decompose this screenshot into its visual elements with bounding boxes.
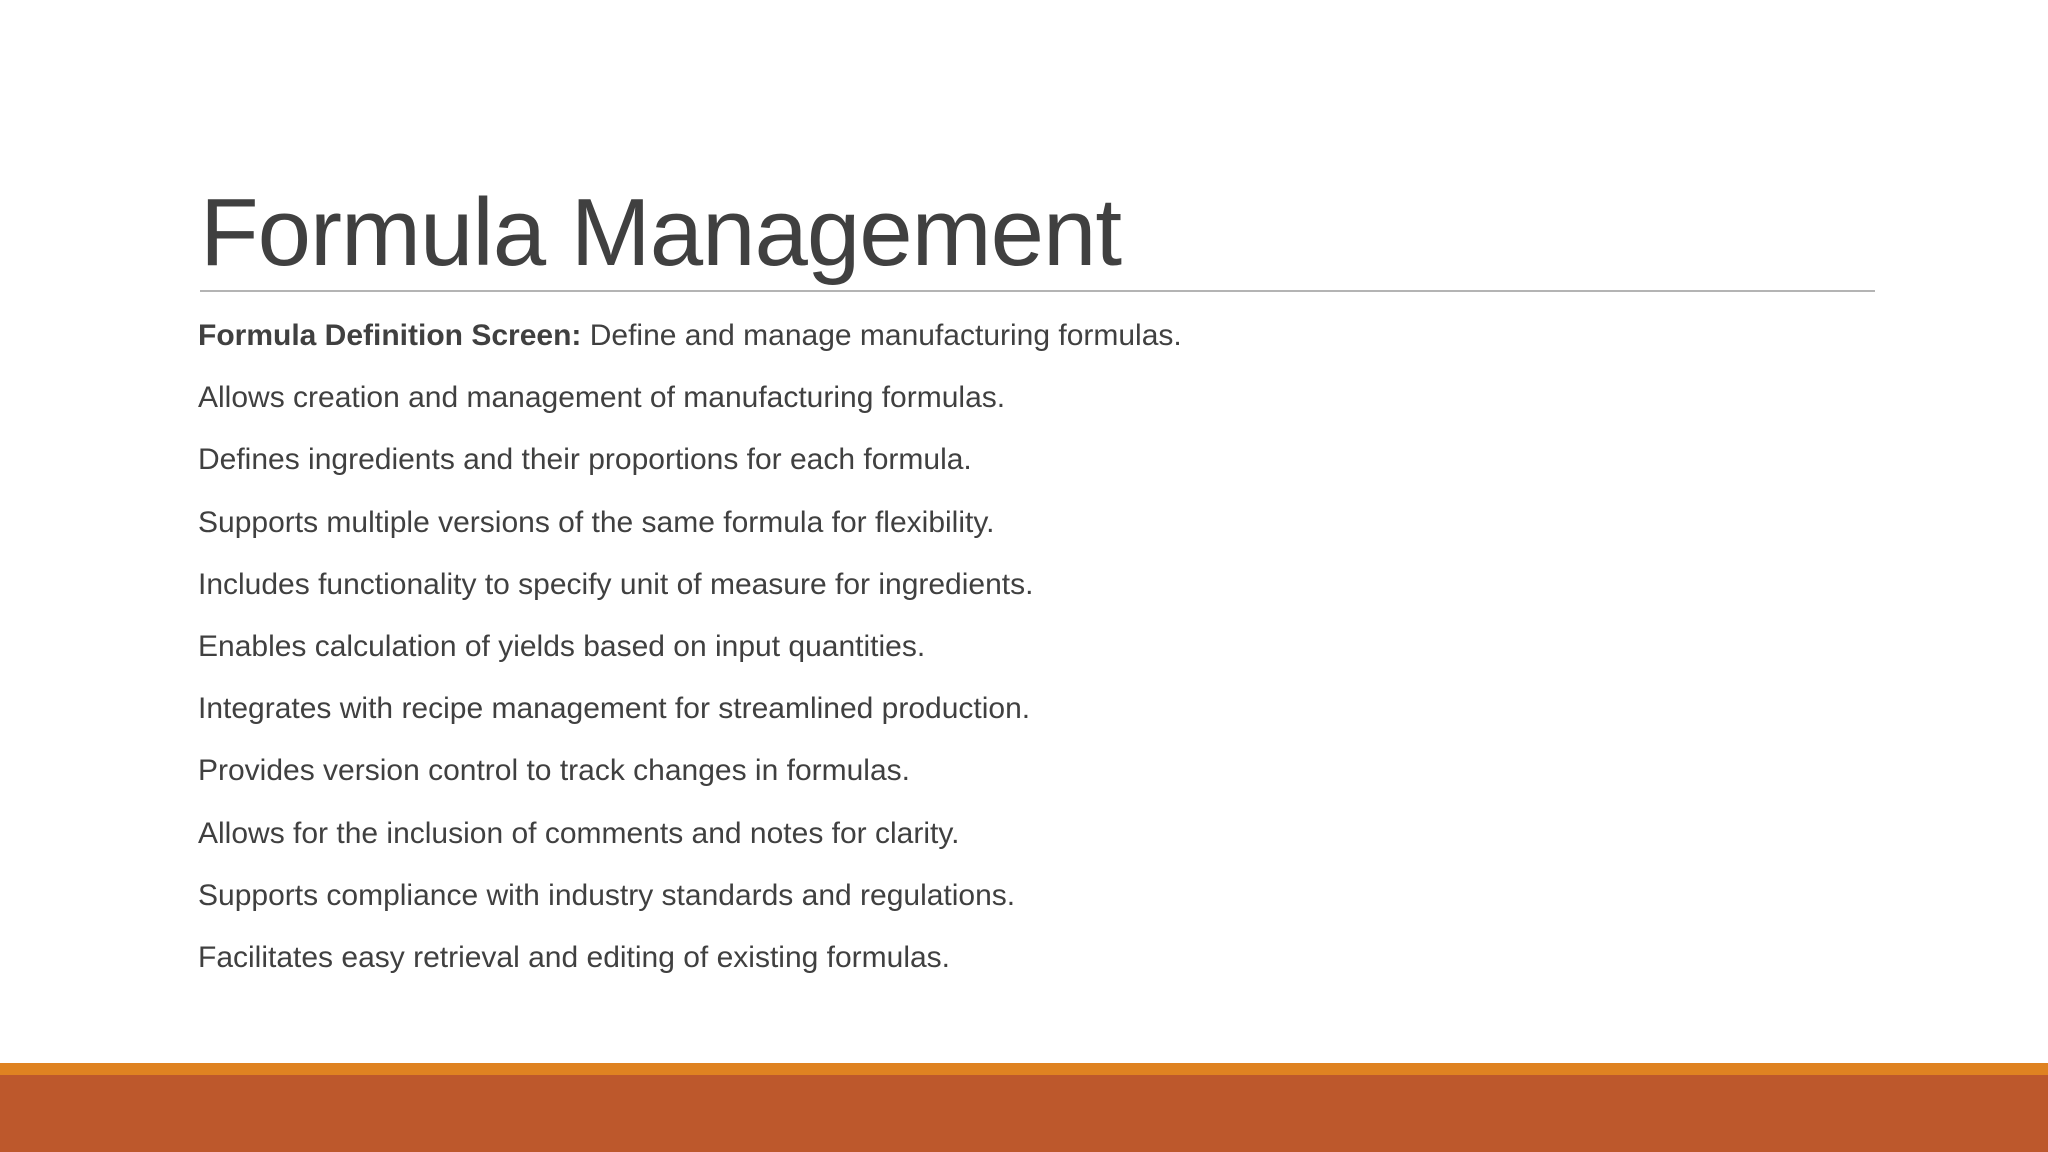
body-line: Allows creation and management of manufacturing formulas. [198,381,1006,415]
body-line: Includes functionality to specify unit of measure for ingredients. [198,567,1034,601]
title-divider [200,290,1875,292]
body-line: Supports compliance with industry standards and regulations. [198,878,1016,912]
body-line: Facilitates easy retrieval and editing of existing formulas. [198,940,951,974]
body-line: Provides version control to track changes in formulas. [198,754,910,788]
slide-body [198,316,1878,1000]
body-line: Defines ingredients and their proportions for each formula. [198,443,972,477]
lead-line [198,316,1878,378]
footer-bar [0,1075,2048,1152]
footer-band [0,1063,2048,1152]
body-line: Integrates with recipe management for streamlined production. [198,692,1031,726]
body-line: Enables calculation of yields based on input quantities. [198,629,926,663]
body-line: Allows for the inclusion of comments and notes for clarity. [198,816,960,850]
body-line: Supports multiple versions of the same formula for flexibility. [198,505,995,539]
lead-label: Formula Definition Screen: [198,319,582,352]
lead-text: Define and manage manufacturing formulas. [581,319,1182,352]
footer-stripe [0,1063,2048,1075]
slide-title: Formula Management [200,179,1122,286]
